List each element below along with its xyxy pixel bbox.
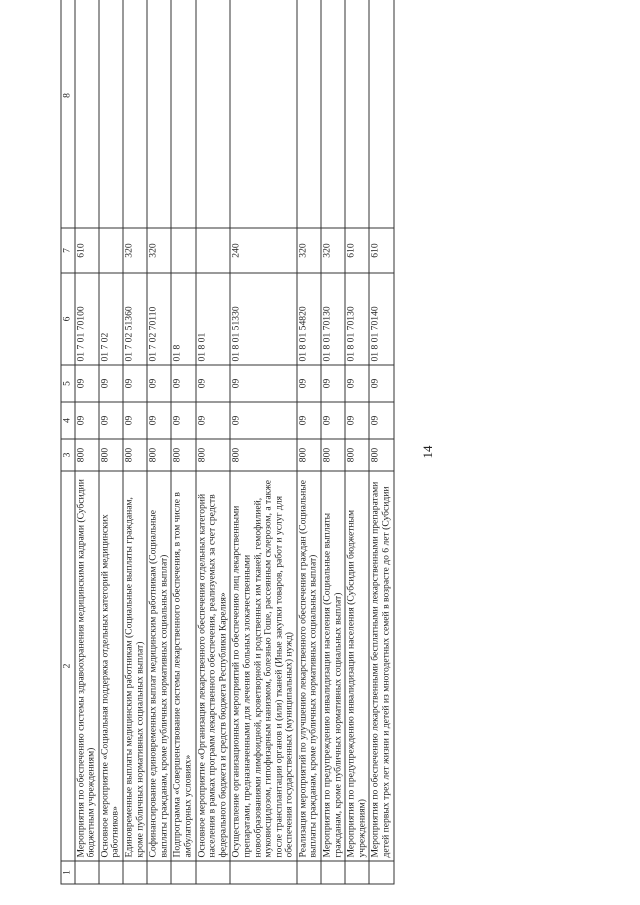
subsection-code-cell: 09 <box>345 365 369 402</box>
header-cell: 1 <box>61 861 75 884</box>
ministry-code-cell: 800 <box>230 439 297 471</box>
header-cell: 7 <box>61 228 75 273</box>
row-number-cell <box>171 861 195 884</box>
header-cell: 2 <box>61 471 75 861</box>
subsection-code-cell: 09 <box>296 365 320 402</box>
section-code-cell: 09 <box>369 402 393 439</box>
expense-type-cell <box>98 228 122 273</box>
subsection-code-cell: 09 <box>321 365 345 402</box>
row-number-cell <box>296 861 320 884</box>
table-row <box>171 0 195 884</box>
item-name-cell: Мероприятия по обеспечению системы здравоохранения медицинскими кадрами (Субсидии бюджетным учреждениям) <box>74 471 98 861</box>
ministry-code-cell: 800 <box>147 439 171 471</box>
amount-cell <box>321 0 345 228</box>
expense-type-cell: 610 <box>345 228 369 273</box>
header-cell: 3 <box>61 439 75 471</box>
subsection-code-cell: 09 <box>74 365 98 402</box>
expense-type-cell: 320 <box>321 228 345 273</box>
header-cell: 5 <box>61 365 75 402</box>
expense-type-cell: 610 <box>369 228 393 273</box>
target-article-cell: 01 7 02 51360 <box>122 273 146 365</box>
row-number-cell <box>122 861 146 884</box>
section-code-cell: 09 <box>147 402 171 439</box>
table-row <box>230 0 297 884</box>
expense-type-cell <box>195 228 230 273</box>
section-code-cell: 09 <box>195 402 230 439</box>
target-article-cell: 01 7 01 70100 <box>74 273 98 365</box>
ministry-code-cell: 800 <box>321 439 345 471</box>
expense-type-cell: 320 <box>296 228 320 273</box>
row-number-cell <box>74 861 98 884</box>
row-number-cell <box>345 861 369 884</box>
ministry-code-cell: 800 <box>195 439 230 471</box>
item-name-cell: Реализация мероприятий по улучшению лекарственного обеспечения граждан (Социальные выплаты гражданам, кроме публичных нормативных социальных выплат) <box>296 471 320 861</box>
header-cell: 8 <box>61 0 75 228</box>
budget-table <box>60 0 394 885</box>
amount-cell <box>171 0 195 228</box>
table-row <box>195 0 230 884</box>
expense-type-cell: 320 <box>147 228 171 273</box>
table-row <box>147 0 171 884</box>
section-code-cell: 09 <box>296 402 320 439</box>
ministry-code-cell: 800 <box>171 439 195 471</box>
table-row <box>98 0 122 884</box>
subsection-code-cell: 09 <box>230 365 297 402</box>
subsection-code-cell: 09 <box>98 365 122 402</box>
subsection-code-cell: 09 <box>122 365 146 402</box>
target-article-cell: 01 8 01 51330 <box>230 273 297 365</box>
item-name-cell: Подпрограмма «Совершенствование системы лекарственного обеспечения, в том числе в амбулаторных условиях» <box>171 471 195 861</box>
target-article-cell: 01 8 <box>171 273 195 365</box>
row-number-cell <box>369 861 393 884</box>
amount-cell <box>369 0 393 228</box>
table-row <box>369 0 393 884</box>
amount-cell <box>74 0 98 228</box>
item-name-cell: Единовременные выплаты медицинским работникам (Социальные выплаты гражданам, кроме публичных нормативных социальных выплат) <box>122 471 146 861</box>
row-number-cell <box>195 861 230 884</box>
ministry-code-cell: 800 <box>369 439 393 471</box>
amount-cell <box>122 0 146 228</box>
item-name-cell: Мероприятия по обеспечению лекарственными бесплатными лекарственными препаратами детей первых трех лет жизни и детей из многодетных семей в возрасте до 6 лет (Субсидии <box>369 471 393 861</box>
section-code-cell: 09 <box>345 402 369 439</box>
section-code-cell: 09 <box>74 402 98 439</box>
page-number: 14 <box>420 445 435 459</box>
amount-cell <box>296 0 320 228</box>
item-name-cell: Осуществление организационных мероприятий по обеспечению лиц лекарственными препаратами, предназначенными для лечения больных злокачественными новообразованиями лимфоидной, кроветворной и родственных им тканей, гемофилией, муковисцидозом, гипофизарным нанизмом, болезнью Гоше, рассеянным склерозом, а также после трансплантации органов и (или) тканей (Иные закупки товаров, работ и услуг для обеспечения государственных (муниципальных) нужд) <box>230 471 297 861</box>
row-number-cell <box>98 861 122 884</box>
header-cell: 6 <box>61 273 75 365</box>
target-article-cell: 01 8 01 70130 <box>321 273 345 365</box>
subsection-code-cell: 09 <box>369 365 393 402</box>
table-row <box>345 0 369 884</box>
row-number-cell <box>230 861 297 884</box>
section-code-cell: 09 <box>171 402 195 439</box>
table-row <box>74 0 98 884</box>
amount-cell <box>345 0 369 228</box>
expense-type-cell: 320 <box>122 228 146 273</box>
expense-type-cell: 610 <box>74 228 98 273</box>
target-article-cell: 01 8 01 54820 <box>296 273 320 365</box>
ministry-code-cell: 800 <box>345 439 369 471</box>
target-article-cell: 01 8 01 70130 <box>345 273 369 365</box>
subsection-code-cell: 09 <box>171 365 195 402</box>
target-article-cell: 01 7 02 <box>98 273 122 365</box>
header-cell: 4 <box>61 402 75 439</box>
row-number-cell <box>321 861 345 884</box>
subsection-code-cell: 09 <box>147 365 171 402</box>
section-code-cell: 09 <box>122 402 146 439</box>
section-code-cell: 09 <box>321 402 345 439</box>
item-name-cell: Мероприятия по предупреждению инвалидизации населения (Социальные выплаты гражданам, кроме публичных нормативных социальных выплат) <box>321 471 345 861</box>
section-code-cell: 09 <box>98 402 122 439</box>
table-row <box>296 0 320 884</box>
expense-type-cell: 240 <box>230 228 297 273</box>
ministry-code-cell: 800 <box>74 439 98 471</box>
ministry-code-cell: 800 <box>296 439 320 471</box>
target-article-cell: 01 8 01 <box>195 273 230 365</box>
amount-cell <box>195 0 230 228</box>
subsection-code-cell: 09 <box>195 365 230 402</box>
amount-cell <box>98 0 122 228</box>
target-article-cell: 01 8 01 70140 <box>369 273 393 365</box>
item-name-cell: Основное мероприятие «Социальная поддержка отдельных категорий медицинских работников» <box>98 471 122 861</box>
item-name-cell: Софинансирование единовременных выплат медицинским работникам (Социальные выплаты гражданам, кроме публичных нормативных социальных выплат) <box>147 471 171 861</box>
target-article-cell: 01 7 02 70110 <box>147 273 171 365</box>
table-row <box>122 0 146 884</box>
header-row <box>61 0 75 884</box>
expense-type-cell <box>171 228 195 273</box>
section-code-cell: 09 <box>230 402 297 439</box>
table-row <box>321 0 345 884</box>
amount-cell <box>147 0 171 228</box>
ministry-code-cell: 800 <box>122 439 146 471</box>
item-name-cell: Основное мероприятие «Организация лекарственного обеспечения отдельных категорий населения в рамках программ лекарственного обеспечения, реализуемых за счет средств федерального бюджета и средств бюджета Республики Карелия» <box>195 471 230 861</box>
amount-cell <box>230 0 297 228</box>
item-name-cell: Мероприятия по предупреждению инвалидизации населения (Субсидии бюджетным учреждениям) <box>345 471 369 861</box>
ministry-code-cell: 800 <box>98 439 122 471</box>
rotated-page <box>60 20 580 885</box>
row-number-cell <box>147 861 171 884</box>
